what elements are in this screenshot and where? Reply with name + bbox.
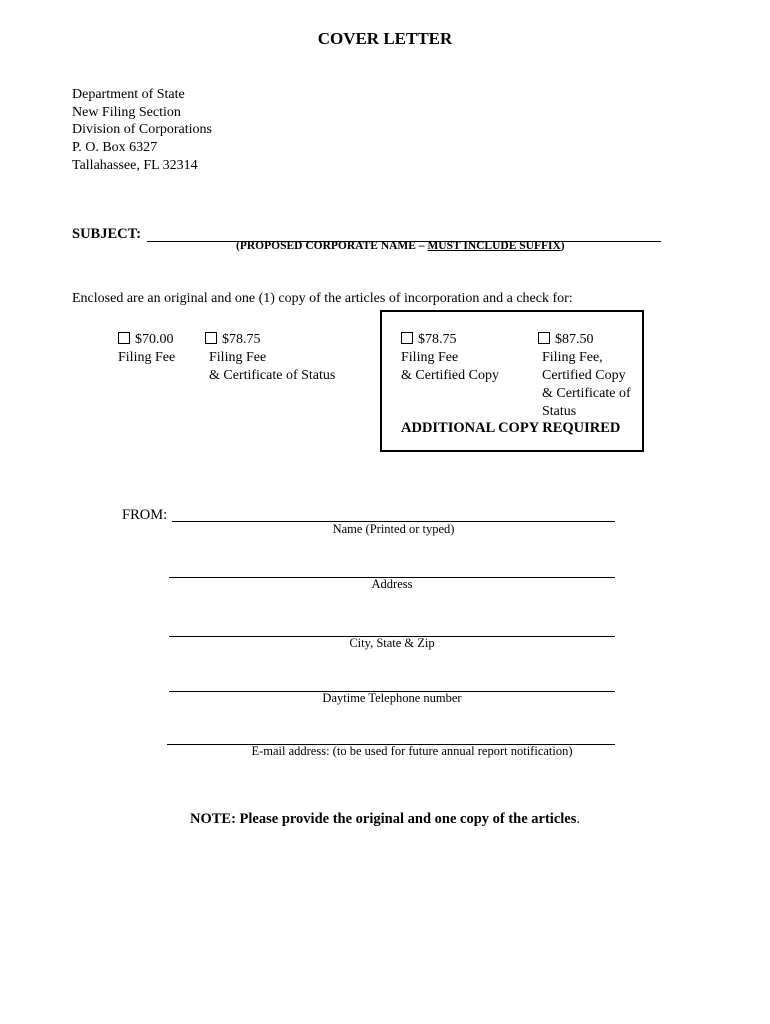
fee-amount: $87.50 bbox=[555, 332, 594, 347]
fee-amount: $78.75 bbox=[418, 332, 457, 347]
intro-text: Enclosed are an original and one (1) copy of the articles of incorporation and a check for: bbox=[72, 291, 573, 306]
fee-option-87 bbox=[538, 331, 631, 421]
subject-hint-underlined: MUST INCLUDE SUFFIX bbox=[427, 240, 561, 252]
fee-option-78-copy bbox=[401, 331, 499, 385]
recipient-address bbox=[72, 86, 212, 175]
checkbox-78-status[interactable] bbox=[205, 332, 217, 344]
from-label: FROM: bbox=[122, 507, 168, 523]
fee-description: & Certificate of Status bbox=[209, 368, 336, 383]
note-text bbox=[0, 811, 770, 828]
fee-description: Filing Fee bbox=[209, 350, 267, 365]
fee-description: & Certified Copy bbox=[401, 368, 499, 383]
address-line: New Filing Section bbox=[72, 104, 181, 120]
fee-amount: $70.00 bbox=[135, 332, 174, 347]
subject-hint-suffix: ) bbox=[560, 240, 565, 252]
fee-option-78-status bbox=[205, 331, 335, 385]
fee-description: & Certificate of bbox=[542, 386, 631, 401]
fee-description: Filing Fee bbox=[401, 350, 459, 365]
address-line: Division of Corporations bbox=[72, 122, 212, 138]
address-line: Department of State bbox=[72, 87, 185, 102]
city-state-zip-field-caption: City, State & Zip bbox=[349, 636, 435, 650]
subject-hint bbox=[236, 240, 565, 252]
checkbox-78-copy[interactable] bbox=[401, 332, 413, 344]
email-field-caption: E-mail address: (to be used for future annual report notification) bbox=[251, 744, 573, 758]
fee-description: Filing Fee, bbox=[542, 350, 603, 365]
note-tail: . bbox=[576, 811, 580, 827]
address-line: P. O. Box 6327 bbox=[72, 140, 158, 156]
fee-description: Filing Fee bbox=[118, 350, 176, 365]
telephone-field-caption: Daytime Telephone number bbox=[322, 691, 462, 705]
address-line: Tallahassee, FL 32314 bbox=[72, 157, 198, 173]
checkbox-70[interactable] bbox=[118, 332, 130, 344]
name-field-caption: Name (Printed or typed) bbox=[332, 522, 455, 536]
address-field-caption: Address bbox=[371, 577, 413, 591]
fee-description: Certified Copy bbox=[542, 368, 626, 383]
fee-option-70 bbox=[118, 331, 175, 367]
subject-hint-prefix: (PROPOSED CORPORATE NAME – bbox=[236, 240, 428, 252]
checkbox-87[interactable] bbox=[538, 332, 550, 344]
page-title: COVER LETTER bbox=[317, 29, 453, 48]
subject-label: SUBJECT: bbox=[72, 226, 142, 242]
note-bold: NOTE: Please provide the original and one copy of the articles bbox=[190, 811, 577, 827]
fee-description: Status bbox=[542, 404, 577, 419]
additional-copy-label: ADDITIONAL COPY REQUIRED bbox=[401, 420, 621, 436]
fee-amount: $78.75 bbox=[222, 332, 261, 347]
